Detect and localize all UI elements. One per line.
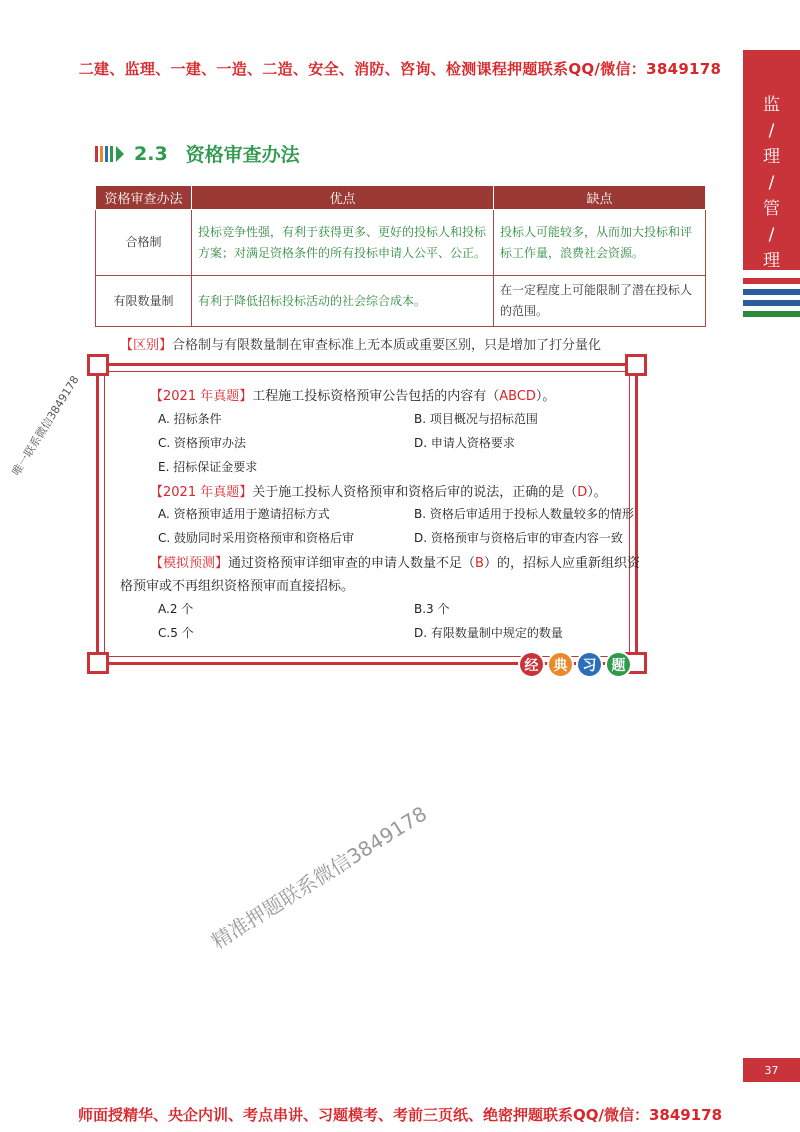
question-tag: 【模拟预测】 [150, 556, 229, 571]
side-tab-char: / [768, 173, 775, 193]
side-tab-char: / [768, 121, 775, 141]
question-2 [150, 481, 607, 500]
row-con: 投标人可能较多，从而加大投标和评标工作量，浪费社会资源。 [494, 210, 706, 276]
question-answer: B [475, 556, 484, 571]
option: C.5 个 [158, 626, 194, 640]
row-name: 合格制 [96, 210, 192, 276]
question-stem: 关于施工投标人资格预审和资格后审的说法，正确的是（ [252, 485, 578, 500]
question-3-cont: 格预审或不再组织资格预审而直接招标。 [120, 579, 355, 594]
stripe [743, 300, 800, 306]
table-header-row [96, 186, 706, 210]
question-tail: ）。 [535, 389, 556, 404]
watermark: 唯一联系微信3849178 [9, 373, 82, 478]
option: A. 招标条件 [158, 412, 222, 426]
note-tag: 【区别】 [120, 338, 173, 353]
table-row [96, 210, 706, 276]
stripe [743, 278, 800, 284]
watermark: 精准押题联系微信3849178 [207, 801, 432, 954]
row-con: 在一定程度上可能限制了潜在投标人的范围。 [494, 276, 706, 327]
option: D. 申请人资格要求 [414, 436, 515, 450]
option: C. 鼓励同时采用资格预审和资格后审 [158, 531, 355, 545]
note-text: 合格制与有限数量制在审查标准上无本质或重要区别，只是增加了打分量化 [172, 338, 602, 353]
question-tag: 【2021 年真题】 [150, 389, 253, 404]
side-tab-char: 理 [763, 147, 780, 167]
option: A. 资格预审适用于邀请招标方式 [158, 507, 330, 521]
question-tail: ）的，招标人应重新组织资 [483, 556, 640, 571]
stripe [743, 289, 800, 295]
question-1 [150, 385, 555, 404]
option: C. 资格预审办法 [158, 436, 247, 450]
option: D. 有限数量制中规定的数量 [414, 626, 563, 640]
question-stem: 工程施工投标资格预审公告包括的内容有（ [252, 389, 500, 404]
row-pro: 有利于降低招标投标活动的社会综合成本。 [192, 276, 494, 327]
option: A.2 个 [158, 602, 194, 616]
frame-corner [87, 354, 109, 376]
page-number: 37 [743, 1058, 800, 1082]
question-answer: ABCD [499, 389, 536, 404]
frame-corner [625, 354, 647, 376]
option: B. 项目概况与招标范围 [414, 412, 538, 426]
row-name: 有限数量制 [96, 276, 192, 327]
side-stripes [743, 278, 800, 322]
table-header: 缺点 [494, 186, 706, 210]
stripe [743, 311, 800, 317]
section-heading [95, 140, 300, 167]
badge-char: 题 [605, 651, 632, 678]
badge-char: 典 [547, 651, 574, 678]
badge-char: 经 [518, 651, 545, 678]
top-banner: 二建、监理、一建、一造、二造、安全、消防、咨询、检测课程押题联系QQ/微信：3849178 [78, 60, 722, 78]
badge-char: 习 [576, 651, 603, 678]
option: B. 资格后审适用于投标人数量较多的情形 [414, 507, 634, 521]
side-tab-char: 管 [763, 199, 780, 219]
section-title: 资格审查办法 [185, 144, 300, 166]
section-bars-icon [95, 146, 126, 162]
classic-exercise-badge [518, 651, 634, 678]
side-tab-char: 理 [763, 251, 780, 271]
table-header: 优点 [192, 186, 494, 210]
question-answer: D [577, 485, 588, 500]
question-tail: ）。 [587, 485, 607, 500]
side-tab-char: / [768, 225, 775, 245]
section-number: 2.3 [134, 142, 168, 165]
question-stem: 通过资格预审详细审查的申请人数量不足（ [228, 556, 476, 571]
difference-note [120, 334, 601, 353]
row-pro: 投标竞争性强，有利于获得更多、更好的投标人和投标方案；对满足资格条件的所有投标申请人公平、公正。 [192, 210, 494, 276]
chapter-side-tab [743, 50, 800, 270]
question-tag: 【2021 年真题】 [150, 485, 253, 500]
question-3 [150, 552, 640, 571]
side-tab-char: 监 [763, 95, 780, 115]
option: B.3 个 [414, 602, 450, 616]
table-row [96, 276, 706, 327]
frame-corner [87, 652, 109, 674]
table-header: 资格审查办法 [96, 186, 192, 210]
comparison-table [95, 185, 706, 327]
bottom-banner: 师面授精华、央企内训、考点串讲、习题模考、考前三页纸、绝密押题联系QQ/微信：3849178 [77, 1106, 723, 1124]
option: D. 资格预审与资格后审的审查内容一致 [414, 531, 623, 545]
option: E. 招标保证金要求 [158, 460, 258, 474]
